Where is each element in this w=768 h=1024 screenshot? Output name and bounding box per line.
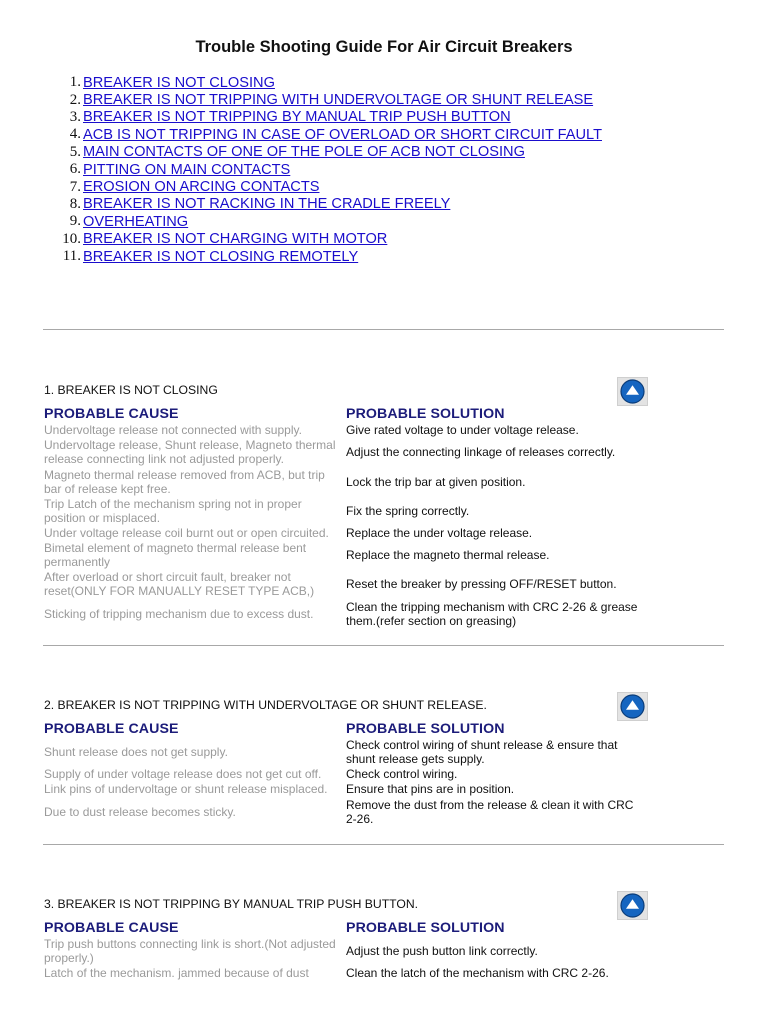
toc-item <box>52 109 602 126</box>
cause-text: Undervoltage release, Shunt release, Magneto thermal release connecting link not adjusted properly. <box>44 437 336 466</box>
toc-number: 10. <box>62 230 81 247</box>
toc-link-not-tripping-manual[interactable]: BREAKER IS NOT TRIPPING BY MANUAL TRIP PUSH BUTTON <box>83 109 511 126</box>
divider <box>43 329 724 330</box>
solution-text: Reset the breaker by pressing OFF/RESET button. <box>346 577 617 592</box>
solution-text: Remove the dust from the release & clean it with CRC 2-26. <box>346 797 634 826</box>
section-not-tripping-manual <box>44 897 650 1021</box>
toc-number: 5. <box>69 143 81 160</box>
solution-text: Fix the spring correctly. <box>346 503 470 518</box>
cause-text: Trip Latch of the mechanism spring not in proper position or misplaced. <box>44 496 302 525</box>
cause-text: Link pins of undervoltage or shunt release misplaced. <box>44 781 328 796</box>
up-arrow-circle-icon <box>620 893 645 918</box>
solution-text: Clean the tripping mechanism with CRC 2-26 & grease them.(refer section on greasing) <box>346 599 638 628</box>
solution-text: Lock the trip bar at given position. <box>346 474 526 489</box>
toc-item <box>52 161 602 178</box>
back-to-top-button[interactable] <box>617 692 648 721</box>
toc-number: 8. <box>69 195 81 212</box>
toc-number: 1. <box>69 74 81 91</box>
toc-item <box>52 178 602 195</box>
section-breaker-not-closing <box>44 383 650 635</box>
table-of-contents <box>52 74 602 265</box>
toc-link-main-contacts[interactable]: MAIN CONTACTS OF ONE OF THE POLE OF ACB NOT CLOSING <box>83 144 525 161</box>
toc-link-pitting[interactable]: PITTING ON MAIN CONTACTS <box>83 161 291 178</box>
toc-link-breaker-not-closing[interactable]: BREAKER IS NOT CLOSING <box>83 74 275 91</box>
solution-text: Check control wiring. <box>346 766 458 781</box>
toc-item <box>52 213 602 230</box>
probable-cause-header: PROBABLE CAUSE <box>44 920 179 936</box>
cause-text: Sticking of tripping mechanism due to excess dust. <box>44 606 314 621</box>
toc-number: 2. <box>69 91 81 108</box>
cause-text: Trip push buttons connecting link is short.(Not adjusted properly.) <box>44 936 336 965</box>
toc-link-erosion[interactable]: EROSION ON ARCING CONTACTS <box>83 179 320 196</box>
probable-solution-header: PROBABLE SOLUTION <box>346 721 505 737</box>
up-arrow-circle-icon <box>620 694 645 719</box>
divider <box>43 844 724 845</box>
solution-text: Ensure that pins are in position. <box>346 781 515 796</box>
toc-item <box>52 126 602 143</box>
toc-number: 7. <box>69 178 81 195</box>
toc-link-not-tripping-undervoltage[interactable]: BREAKER IS NOT TRIPPING WITH UNDERVOLTAGE OR SHUNT RELEASE <box>83 92 594 109</box>
toc-number: 4. <box>69 126 81 143</box>
up-arrow-circle-icon <box>620 379 645 404</box>
toc-link-not-tripping-overload[interactable]: ACB IS NOT TRIPPING IN CASE OF OVERLOAD OR SHORT CIRCUIT FAULT <box>83 126 602 143</box>
toc-item <box>52 144 602 161</box>
probable-solution-header: PROBABLE SOLUTION <box>346 406 505 422</box>
toc-link-overheating[interactable]: OVERHEATING <box>83 213 189 230</box>
page-title: Trouble Shooting Guide For Air Circuit Breakers <box>195 38 573 56</box>
solution-text: Adjust the connecting linkage of releases correctly. <box>346 444 616 459</box>
divider <box>43 645 724 646</box>
back-to-top-button[interactable] <box>617 891 648 920</box>
cause-text: After overload or short circuit fault, breaker not reset(ONLY FOR MANUALLY RESET TYPE ACB,) <box>44 570 315 598</box>
toc-number: 9. <box>69 213 81 230</box>
section-title: 1. BREAKER IS NOT CLOSING <box>44 383 218 397</box>
toc-number: 6. <box>69 161 81 178</box>
probable-cause-header: PROBABLE CAUSE <box>44 406 179 422</box>
solution-text: Check control wiring of shunt release & ensure that shunt release gets supply. <box>346 737 618 766</box>
section-title: 2. BREAKER IS NOT TRIPPING WITH UNDERVOLTAGE OR SHUNT RELEASE. <box>44 698 487 712</box>
probable-solution-header: PROBABLE SOLUTION <box>346 920 505 936</box>
toc-number: 3. <box>69 108 81 125</box>
toc-item <box>52 196 602 213</box>
toc-link-closing-remotely[interactable]: BREAKER IS NOT CLOSING REMOTELY <box>83 248 359 265</box>
solution-text: Give rated voltage to under voltage release. <box>346 423 579 438</box>
toc-item <box>52 91 602 108</box>
cause-text: Supply of under voltage release does not get cut off. <box>44 766 322 781</box>
cause-text: Shunt release does not get supply. <box>44 744 228 759</box>
solution-text: Replace the magneto thermal release. <box>346 547 550 562</box>
cause-text: Latch of the mechanism. jammed because of dust <box>44 965 309 980</box>
toc-item <box>52 248 602 265</box>
section-not-tripping-undervoltage <box>44 698 650 832</box>
solution-text: Replace the under voltage release. <box>346 525 533 540</box>
toc-item <box>52 74 602 91</box>
solution-text: Clean the latch of the mechanism with CRC 2-26. <box>346 965 609 980</box>
toc-number: 11. <box>62 248 81 265</box>
toc-link-charging-motor[interactable]: BREAKER IS NOT CHARGING WITH MOTOR <box>83 231 388 248</box>
toc-item <box>52 231 602 248</box>
toc-link-racking[interactable]: BREAKER IS NOT RACKING IN THE CRADLE FREELY <box>83 196 451 213</box>
cause-text: Magneto thermal release removed from ACB, but trip bar of release kept free. <box>44 467 325 496</box>
back-to-top-button[interactable] <box>617 377 648 406</box>
cause-text: Undervoltage release not connected with supply. <box>44 423 302 438</box>
probable-cause-header: PROBABLE CAUSE <box>44 721 179 737</box>
cause-text: Under voltage release coil burnt out or open circuited. <box>44 525 329 540</box>
cause-text: Bimetal element of magneto thermal release bent permanently <box>44 540 307 569</box>
section-title: 3. BREAKER IS NOT TRIPPING BY MANUAL TRIP PUSH BUTTON. <box>44 897 419 911</box>
solution-text: Adjust the push button link correctly. <box>346 943 538 958</box>
cause-text: Due to dust release becomes sticky. <box>44 804 236 819</box>
